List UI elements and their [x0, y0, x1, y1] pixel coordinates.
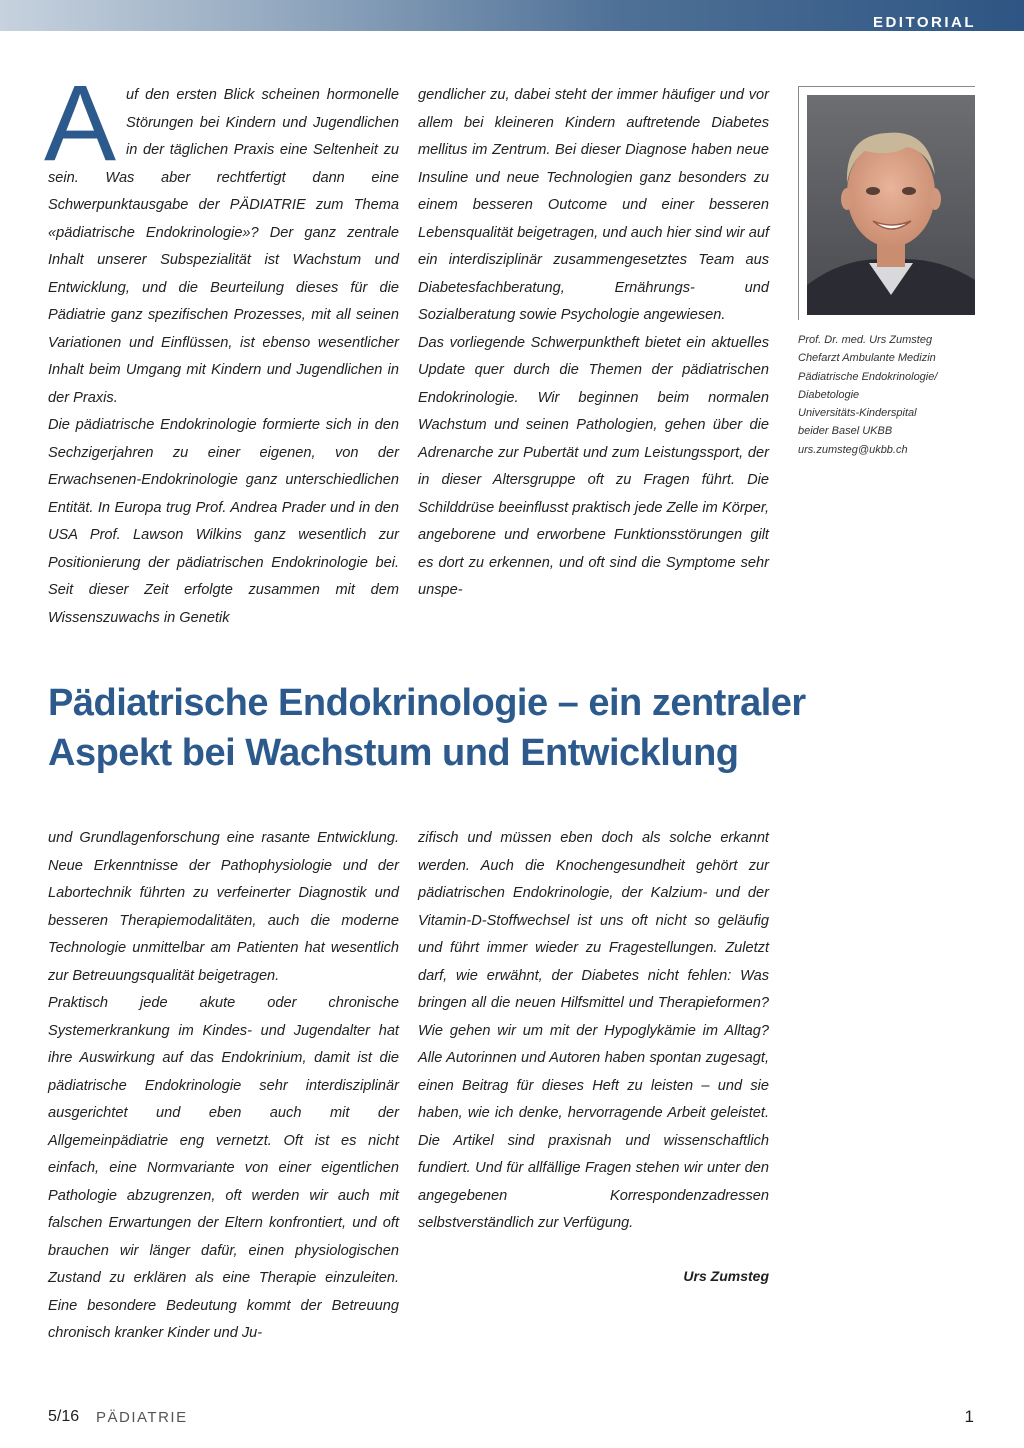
- column-3: [48, 825, 399, 1348]
- author-institution: beider Basel UKBB: [798, 425, 893, 438]
- paragraph: zifisch und müssen eben doch als solche erkannt werden. Auch die Knochengesundheit gehört zur pädiatrischen Endokrinologie, der Kalzium- und der Vitamin-D-Stoffwechsel ist uns oft nicht so geläufig und führt immer wieder zu Fragestellungen. Zuletzt darf, wie erwähnt, der Diabetes nicht fehlen: Was bringen all die neuen Hilfsmittel und Therapieformen? Wie gehen wir um mit der Hypoglykämie im Alltag? Alle Autorinnen und Autoren haben spontan zugesagt, einen Beitrag für dieses Heft zu leisten – und sie haben, wie ich denke, hervorragende Arbeit geleistet. Die Artikel sind praxisnah und wissenschaftlich fundiert. Und für allfällige Fragen stehen wir unter den angegebenen Korrespondenzadressen selbstverständlich zur Verfügung.: [418, 830, 769, 1231]
- column-2: [418, 82, 769, 605]
- paragraph: Die pädiatrische Endokrinologie formierte sich in den Sechzigerjahren zu einer eigenen, von der Erwachsenen-Endokrinologie ganz unterschiedlichen Entität. In Europa trug Prof. Andrea Prader und in den USA Prof. Lawson Wilkins ganz wesentlich zur Positionierung der pädiatrischen Endokrinologie bei. Seit dieser Zeit erfolgte zusammen mit dem Wissenszuwachs in Genetik: [48, 417, 399, 626]
- paragraph: Praktisch jede akute oder chronische Systemerkrankung im Kindes- und Jugendalter hat ihre Auswirkung auf das Endokrinium, damit ist die pädiatrische Endokrinologie sehr interdisziplinär ausgerichtet und eben auch mit der Allgemeinpädiatrie eng vernetzt. Oft ist es nicht einfach, eine Normvariante von einer eigentlichen Pathologie abzugrenzen, oft werden wir auch mit falschen Erwartungen der Eltern konfrontiert, und oft brauchen wir länger dafür, einen physiologischen Zustand zu erklären als eine Therapie einzuleiten. Eine besondere Bedeutung kommt der Betreuung chronisch kranker Kinder und Ju-: [48, 995, 399, 1341]
- paragraph: und Grundlagenforschung eine rasante Entwicklung. Neue Erkenntnisse der Pathophysiologie und der Labortechnik führten zu verfeinerter Diagnostik und besseren Therapiemodalitäten, auch die moderne Technologie unmittelbar am Patienten hat wesentlich zur Betreuungsqualität beigetragen.: [48, 830, 399, 984]
- paragraph: gendlicher zu, dabei steht der immer häufiger und vor allem bei kleineren Kindern auftretende Diabetes mellitus im Zentrum. Bei dieser Diagnose haben neue Insuline und neue Technologien ganz besonders zu einem besseren Outcome und einer besseren Lebensqualität beigetragen, und auch hier sind wir auf ein interdisziplinär zusammengesetztes Team aus Diabetesfachberatung, Ernährungs- und Sozialberatung sowie Psychologie angewiesen.: [418, 87, 769, 323]
- section-label: EDITORIAL: [872, 14, 976, 31]
- author-title: Chefarzt Ambulante Medizin: [798, 352, 936, 365]
- author-signature: Urs Zumsteg: [683, 1268, 769, 1284]
- author-caption: [798, 331, 988, 459]
- author-department: Diabetologie: [798, 388, 860, 401]
- paragraph-text: uf den ersten Blick scheinen hormonelle Störungen bei Kindern und Jugendlichen in der täglichen Praxis eine Seltenheit zu sein. Was aber rechtfertigt dann eine Schwerpunktausgabe der PÄDIATRIE zum Thema «pädiatrische Endokrinologie»? Der ganz zentrale Inhalt unserer Subspezialität ist Wachstum und Entwicklung, und die Beurteilung dieses für die Pädiatrie ganz spezifischen Prozesses, mit all seinen Variationen und Einflüssen, ist ebenso wesentlicher Inhalt beim Umgang mit Kindern und Jugendlichen in der Praxis.: [48, 87, 399, 406]
- headline-line: Pädiatrische Endokrinologie – ein zentraler: [48, 682, 806, 724]
- author-name: Prof. Dr. med. Urs Zumsteg: [798, 334, 933, 346]
- author-photo: [807, 95, 975, 315]
- page-number: 1: [964, 1407, 974, 1426]
- issue-number: 5/16: [48, 1408, 80, 1425]
- author-institution: Universitäts-Kinderspital: [798, 407, 917, 420]
- column-1: [44, 62, 399, 632]
- headline-line: Aspekt bei Wachstum und Entwicklung: [48, 732, 739, 774]
- article-headline: [48, 678, 988, 778]
- author-department: Pädiatrische Endokrinologie/: [798, 370, 938, 383]
- magazine-logo: PÄDIATRIE: [96, 1409, 188, 1426]
- paragraph: Das vorliegende Schwerpunktheft bietet ein aktuelles Update quer durch die Themen der pädiatrischen Endokrinologie. Wir beginnen beim normalen Wachstum und seinen Pathologien, gehen über die Adrenarche zur Pubertät und zum Leistungssport, der in dieser Altersgruppe oft zu Fragen führt. Die Schilddrüse beeinflusst praktisch jede Zelle im Körper, angeborene und erworbene Funktionsstörungen gilt es dort zu erkennen, und oft sind die Symptome sehr unspe-: [418, 334, 769, 598]
- column-4: [418, 825, 769, 1238]
- author-photo-frame: [798, 86, 975, 320]
- intro-paragraph: [44, 62, 399, 412]
- drop-cap: A: [44, 62, 117, 183]
- header-bar: [0, 0, 1024, 31]
- author-email[interactable]: urs.zumsteg@ukbb.ch: [798, 443, 908, 456]
